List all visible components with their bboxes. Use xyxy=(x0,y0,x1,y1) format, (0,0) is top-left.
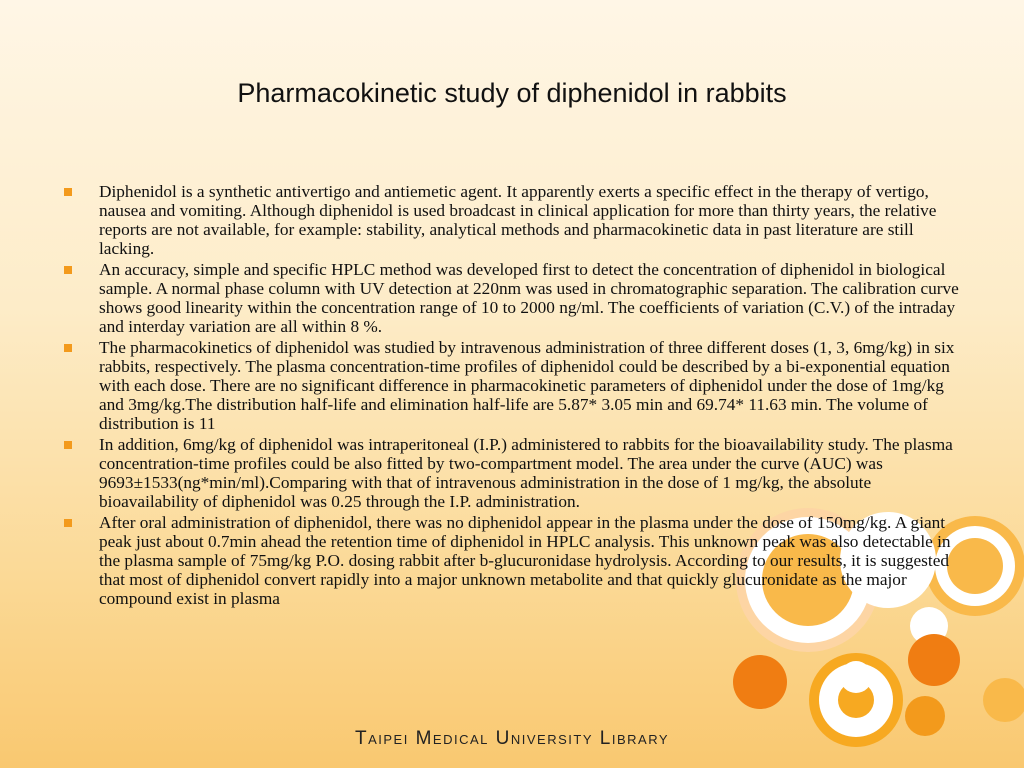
bullet-text: An accuracy, simple and specific HPLC method was developed first to detect the concentration of diphenidol in biological sample. A normal phase column with UV detection at 220nm was used in chromatographic separation. The calibration curve shows good linearity within the concentration range of 10 to 2000 ng/ml. The coefficients of variation (C.V.) of the intraday and interday variation are all within 8 %. xyxy=(99,260,959,336)
deco-circle xyxy=(983,678,1024,722)
deco-circle xyxy=(733,655,787,709)
bullet-item xyxy=(60,513,970,608)
bullet-square-icon xyxy=(64,519,72,527)
bullet-item xyxy=(60,435,970,511)
bullet-text: In addition, 6mg/kg of diphenidol was intraperitoneal (I.P.) administered to rabbits for the bioavailability study. The plasma concentration-time profiles could be also fitted by two-compartment model. The area under the curve (AUC) was 9693±1533(ng*min/ml).Comparing with that of intravenous administration in the dose of 1 mg/kg, the absolute bioavailability of diphenidol was 0.25 through the I.P. administration. xyxy=(99,435,953,511)
footer-library-name: Taipei Medical University Library xyxy=(354,728,670,749)
bullet-square-icon xyxy=(64,266,72,274)
bullet-text: Diphenidol is a synthetic antivertigo and antiemetic agent. It apparently exerts a specific effect in the therapy of vertigo, nausea and vomiting. Although diphenidol is used broadcast in clinical application for more than thirty years, the relative reports are not available, for example: stability, analytical methods and pharmacokinetic data in past literature are still lacking. xyxy=(99,182,937,258)
bullet-list xyxy=(60,182,970,610)
bullet-square-icon xyxy=(64,344,72,352)
bullet-text: The pharmacokinetics of diphenidol was studied by intravenous administration of three different doses (1, 3, 6mg/kg) in six rabbits, respectively. The plasma concentration-time profiles of diphenidol could be described by a bi-exponential equation with each dose. There are no significant difference in pharmacokinetic parameters of diphenidol under the dose of 1mg/kg and 3mg/kg.The distribution half-life and elimination half-life are 5.87* 3.05 min and 69.74* 11.63 min. The volume of distribution is 11 xyxy=(99,338,955,433)
bullet-square-icon xyxy=(64,441,72,449)
slide-title: Pharmacokinetic study of diphenidol in rabbits xyxy=(237,78,787,108)
deco-circle xyxy=(840,661,872,693)
bullet-item xyxy=(60,338,970,433)
bullet-item xyxy=(60,182,970,258)
deco-circle xyxy=(908,634,960,686)
bullet-text: After oral administration of diphenidol, there was no diphenidol appear in the plasma under the dose of 150mg/kg. A giant peak just about 0.7min ahead the retention time of diphenidol in HPLC analysis. This unknown peak was also detectable in the plasma sample of 75mg/kg P.O. dosing rabbit after b-glucuronidase hydrolysis. According to our results, it is suggested that most of diphenidol convert rapidly into a major unknown metabolite and that quickly glucuronidate as the major compound exist in plasma xyxy=(99,513,951,608)
bullet-square-icon xyxy=(64,188,72,196)
bullet-item xyxy=(60,260,970,336)
